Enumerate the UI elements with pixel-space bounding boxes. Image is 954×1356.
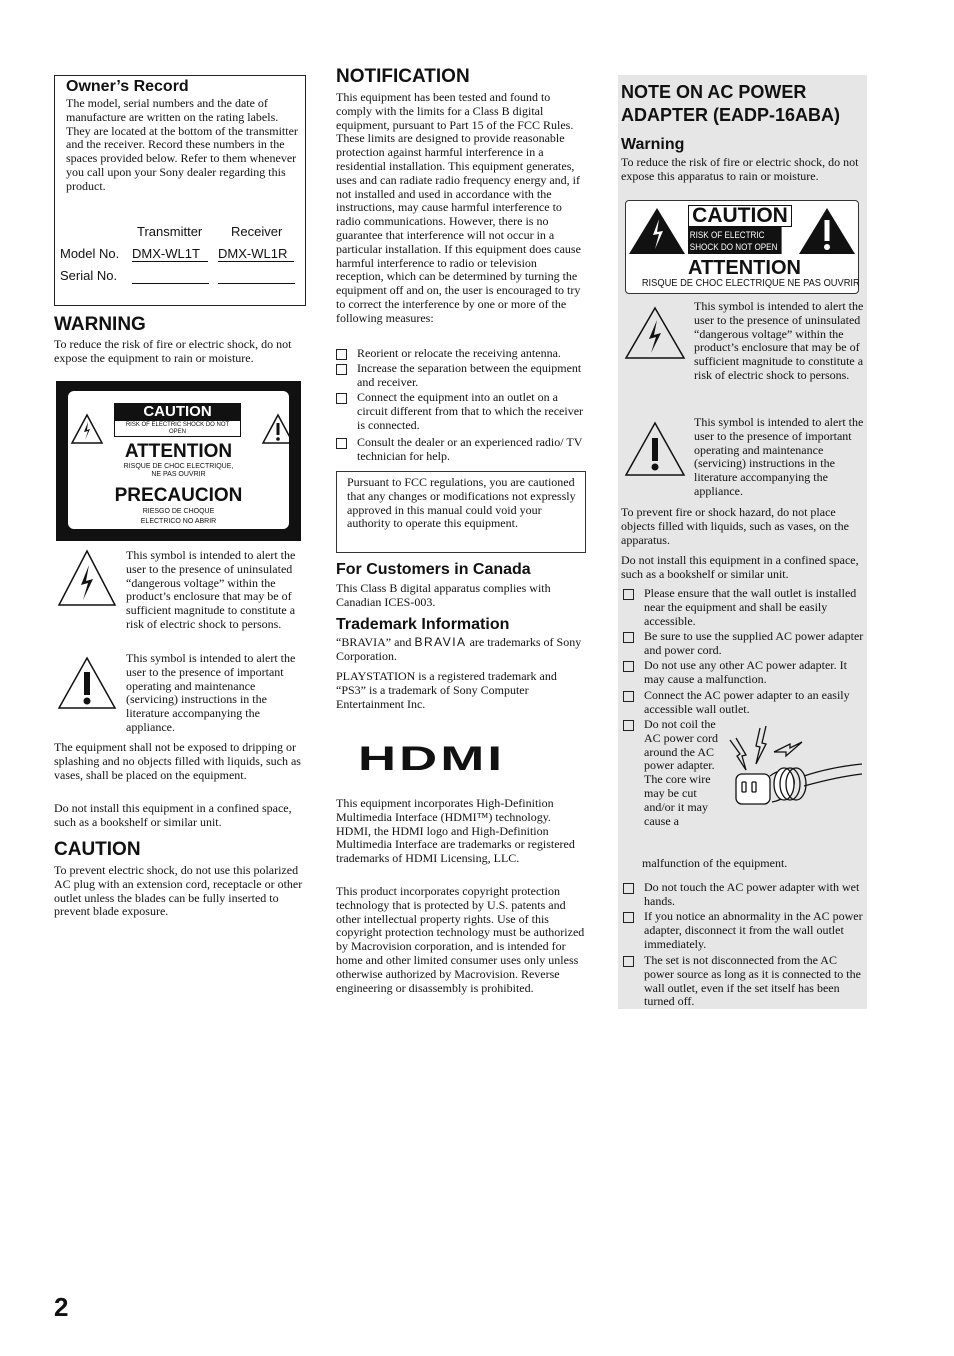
checkbox-icon (623, 661, 634, 672)
list-item (623, 910, 866, 951)
canada-body: This Class B digital apparatus complies with Canadian ICES-003. (336, 581, 551, 609)
exclamation-symbol-icon-2 (623, 420, 687, 478)
precaucion-text: PRECAUCION (114, 485, 243, 506)
list-item (336, 436, 589, 464)
model-receiver-value: DMX-WL1R (218, 246, 294, 262)
list-item (623, 689, 864, 717)
list-item-text: Please ensure that the wall outlet is installed near the equipment and shall be easily accessible. (644, 586, 857, 628)
model-transmitter-value: DMX-WL1T (132, 246, 208, 262)
list-item-text: Do not use any other AC power adapter. It may cause a malfunction. (644, 658, 847, 686)
owners-record-body: The model, serial numbers and the date of manufacture are written on the rating labels. They are located at the bottom of the transmitter and the receiver. Record these numbers in the spaces provided below. Refer to them whenever you call upon your Sony dealer regarding this product. (66, 96, 298, 193)
canada-heading: For Customers in Canada (336, 561, 531, 578)
list-item-text: Do not coil the AC power cord around the AC power adapter. The core wire may be cut and/or it may cause a (644, 717, 718, 828)
caution-label-inner (68, 391, 289, 529)
warning-body: To reduce the risk of fire or electric shock, do not expose the equipment to rain or moisture. (54, 337, 292, 365)
checkbox-icon (623, 632, 634, 643)
macrovision-paragraph: This product incorporates copyright protection technology that is protected by U.S. patents and other intellectual property rights. Use of this copyright protection technology must be authorized by Macrovision corporation, and is intended for home and other limited consumer uses only unless otherwise authorized by Macrovision. Reverse engineering or disassembly is prohibited. (336, 884, 585, 995)
serial-transmitter-field (132, 283, 209, 284)
ac-adapter-panel (618, 75, 867, 1009)
caution-label-panel (56, 381, 301, 541)
fcc-warning-text: Pursuant to FCC regulations, you are cautioned that any changes or modifications not expressly approved in this manual could void your authority to operate this equipment. (347, 475, 576, 531)
hdmi-paragraph: This equipment incorporates High-Definition Multimedia Interface (HDMI™) technology. HDMI, the HDMI logo and High-Definition Multimedia Interface are trademarks or registered trademarks of HDMI Licensing, LLC. (336, 796, 575, 866)
list-item-text: Connect the equipment into an outlet on a circuit different from that to which the receiver is connected. (357, 390, 584, 432)
list-item-continuation: malfunction of the equipment. (642, 856, 788, 870)
hdmi-logo: HDMI (358, 740, 506, 778)
caution-heading: CAUTION (54, 839, 141, 860)
ac-warning-heading: Warning (621, 136, 685, 153)
list-item (623, 587, 864, 628)
list-item-text: The set is not disconnected from the AC power source as long as it is connected to the wall outlet, even if the set itself has been turned off. (644, 953, 861, 1009)
lightning-label-icon (626, 205, 688, 257)
bravia-pre: “BRAVIA” and (336, 635, 412, 649)
ac-para-fire: To prevent fire or shock hazard, do not place objects filled with liquids, such as vases, on the apparatus. (621, 505, 849, 547)
checkbox-icon (623, 589, 634, 600)
list-item (336, 391, 587, 432)
list-item-text: Increase the separation between the equipment and receiver. (357, 361, 582, 389)
page-number: 2 (54, 1292, 69, 1322)
attention-2-sub: RISQUE DE CHOC ELECTRIQUE NE PAS OUVRIR (641, 278, 860, 289)
list-item (336, 362, 587, 390)
list-item (336, 347, 587, 361)
ac-para-confined: Do not install this equipment in a confined space, such as a bookshelf or similar unit. (621, 553, 859, 581)
checkbox-icon (623, 883, 634, 894)
list-item (623, 630, 864, 658)
list-item (623, 659, 866, 687)
serial-receiver-field (218, 283, 295, 284)
lightning-symbol-icon-2 (623, 305, 687, 361)
bravia-logo: BRAVIA (414, 635, 467, 649)
checkbox-icon (336, 393, 347, 404)
list-item (623, 881, 866, 909)
list-item-text: Reorient or relocate the receiving antenna. (357, 346, 561, 360)
checkbox-icon (336, 349, 347, 360)
checkbox-icon (623, 691, 634, 702)
bravia-post: are trademarks of Sony Corporation. (336, 635, 582, 663)
attention-text: ATTENTION (124, 441, 233, 462)
confined-space-paragraph: Do not install this equipment in a confined space, such as a bookshelf or similar unit. (54, 801, 292, 829)
list-item (623, 718, 719, 828)
owners-record-box (54, 75, 306, 306)
ac-lightning-text: This symbol is intended to alert the user to the presence of uninsulated “dangerous voltage” within the product’s enclosure that may be of sufficient magnitude to constitute a risk of electric shock to persons. (694, 299, 864, 382)
list-item-text: Do not touch the AC power adapter with wet hands. (644, 880, 860, 908)
caution-label-2 (625, 200, 859, 294)
ac-exclamation-text: This symbol is intended to alert the user to the presence of important operating and maintenance (servicing) instructions in the literature accompanying the appliance. (694, 415, 864, 498)
bravia-paragraph (336, 636, 586, 664)
checkbox-icon (336, 364, 347, 375)
ac-adapter-heading: NOTE ON AC POWER ADAPTER (EADP-16ABA) (621, 82, 841, 125)
fcc-warning-box (336, 471, 586, 553)
precaucion-sub: RIESGO DE CHOQUE ELECTRICO NO ABRIR (140, 508, 217, 525)
trademark-heading: Trademark Information (336, 616, 510, 633)
coiled-adapter-illustration (722, 720, 864, 810)
caution-2-text: CAUTION (688, 205, 792, 227)
caution-badge: CAUTION (114, 403, 241, 420)
checkbox-icon (336, 438, 347, 449)
caution-sub: RISK OF ELECTRIC SHOCK DO NOT OPEN (114, 420, 241, 437)
row-model-label: Model No. (60, 246, 120, 261)
caution-2-sub: RISK OF ELECTRIC SHOCK DO NOT OPEN (688, 227, 782, 254)
exclamation-label-icon (796, 205, 858, 257)
notification-body: This equipment has been tested and found to comply with the limits for a Class B digital equipment, pursuant to Part 15 of the FCC Rules. These limits are designed to provide reasonable protection against harmful interference in a residential installation. This equipment generates, uses and can radiate radio frequency energy and, if not installed and used in accordance with the instructions, may cause harmful interference to radio communications. However, there is no guarantee that interference will not occur in a particular installation. If this equipment does cause harmful interference to radio or television reception, which can be determined by turning the equipment off and on, the user is encouraged to try to correct the interference by one or more of the following measures: (336, 90, 581, 325)
owners-record-title: Owner’s Record (66, 78, 189, 95)
checkbox-icon (623, 720, 634, 731)
list-item (623, 954, 866, 1009)
caution-body: To prevent electric shock, do not use this polarized AC plug with an extension cord, receptacle or other outlet unless the blades can be fully inserted to prevent blade exposure. (54, 863, 303, 919)
notification-heading: NOTIFICATION (336, 66, 470, 87)
col-receiver: Receiver (231, 224, 283, 239)
list-item-text: If you notice an abnormality in the AC power adapter, disconnect it from the wall outlet immediately. (644, 909, 863, 951)
list-item-text: Connect the AC power adapter to an easily accessible wall outlet. (644, 688, 850, 716)
exclamation-symbol-text: This symbol is intended to alert the user to the presence of important operating and maintenance (servicing) instructions in the literature accompanying the appliance. (126, 651, 296, 734)
checkbox-icon (623, 956, 634, 967)
lightning-warning-icon (56, 548, 118, 608)
row-serial-label: Serial No. (60, 268, 118, 283)
lightning-symbol-text: This symbol is intended to alert the user to the presence of uninsulated “dangerous voltage” within the product’s enclosure that may be of sufficient magnitude to constitute a risk of electric shock to persons. (126, 548, 296, 631)
col-transmitter: Transmitter (137, 224, 203, 239)
dripping-paragraph: The equipment shall not be exposed to dripping or splashing and no objects filled with liquids, such as vases, shall be placed on the equipment. (54, 740, 301, 782)
warning-heading: WARNING (54, 314, 146, 335)
list-item-text: Be sure to use the supplied AC power adapter and power cord. (644, 629, 864, 657)
attention-sub: RISQUE DE CHOC ELECTRIQUE, NE PAS OUVRIR (123, 463, 234, 478)
ac-warning-body: To reduce the risk of fire or electric shock, do not expose this apparatus to rain or moisture. (621, 155, 859, 183)
playstation-paragraph: PLAYSTATION is a registered trademark and “PS3” is a trademark of Sony Computer Entertainment Inc. (336, 669, 557, 711)
attention-2-text: ATTENTION (688, 257, 801, 279)
exclamation-warning-icon (56, 655, 118, 711)
list-item-text: Consult the dealer or an experienced radio/ TV technician for help. (357, 435, 583, 463)
checkbox-icon (623, 912, 634, 923)
